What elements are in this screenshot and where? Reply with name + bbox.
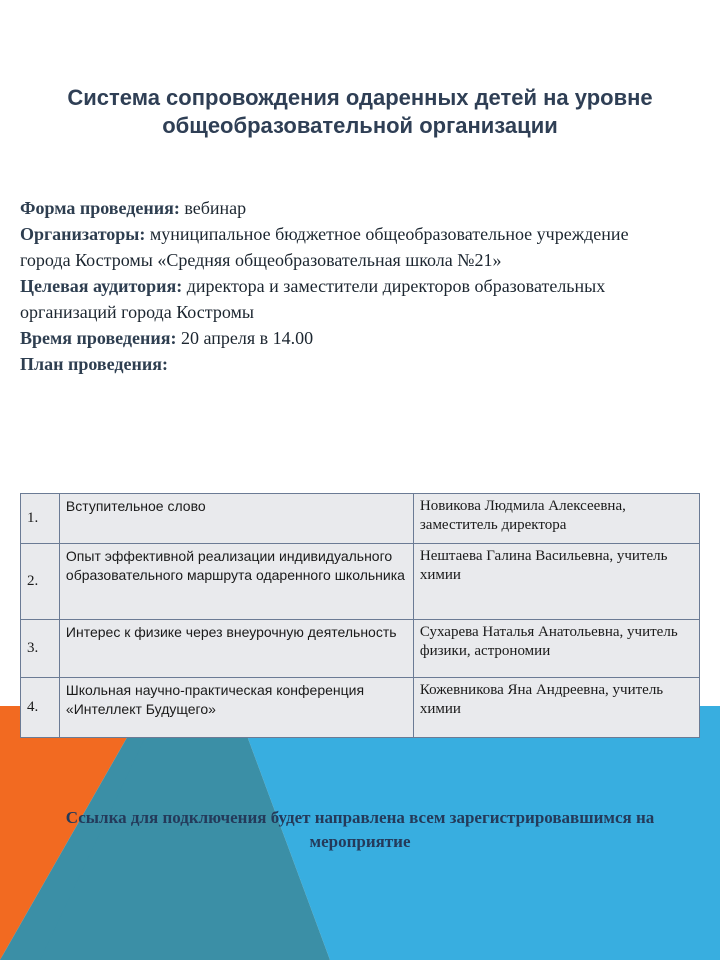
plan-label: План проведения: xyxy=(20,354,168,374)
organizers-value: муниципальное бюджетное общеобразовательное учреждение города Костромы «Средняя общеобразовательная школа №21» xyxy=(20,224,629,270)
audience-label: Целевая аудитория: xyxy=(20,276,183,296)
row-topic: Интерес к физике через внеурочную деятельность xyxy=(59,620,413,678)
row-speaker: Кожевникова Яна Андреевна, учитель химии xyxy=(413,678,699,738)
form-value: вебинар xyxy=(179,198,247,218)
row-number: 1. xyxy=(21,494,60,544)
plan-table xyxy=(20,493,700,738)
row-topic: Опыт эффективной реализации индивидуального образовательного маршрута одаренного школьника xyxy=(59,544,413,620)
audience-value: директора и заместители директоров образовательных организаций города Костромы xyxy=(20,276,606,322)
organizers-label: Организаторы: xyxy=(20,224,146,244)
table-row xyxy=(21,620,700,678)
organizers-line xyxy=(20,221,680,273)
row-number: 3. xyxy=(21,620,60,678)
row-number: 4. xyxy=(21,678,60,738)
audience-line xyxy=(20,273,680,325)
row-number: 2. xyxy=(21,544,60,620)
time-label: Время проведения: xyxy=(20,328,177,348)
table-row xyxy=(21,494,700,544)
table-row xyxy=(21,544,700,620)
page-title: Система сопровождения одаренных детей на уровне общеобразовательной организации xyxy=(67,85,653,138)
row-topic: Вступительное слово xyxy=(59,494,413,544)
row-speaker: Сухарева Наталья Анатольевна, учитель физики, астрономии xyxy=(413,620,699,678)
table-row xyxy=(21,678,700,738)
row-speaker: Нештаева Галина Васильевна, учитель химии xyxy=(413,544,699,620)
connection-note: Ссылка для подключения будет направлена всем зарегистрировавшимся на мероприятие xyxy=(65,808,655,851)
row-topic: Школьная научно-практическая конференция «Интеллект Будущего» xyxy=(59,678,413,738)
time-value: 20 апреля в 14.00 xyxy=(176,328,314,348)
form-label: Форма проведения: xyxy=(20,198,180,218)
form-line xyxy=(20,195,680,221)
event-info xyxy=(20,195,680,377)
plan-line xyxy=(20,351,680,377)
time-line xyxy=(20,325,680,351)
row-speaker: Новикова Людмила Алексеевна, заместитель директора xyxy=(413,494,699,544)
